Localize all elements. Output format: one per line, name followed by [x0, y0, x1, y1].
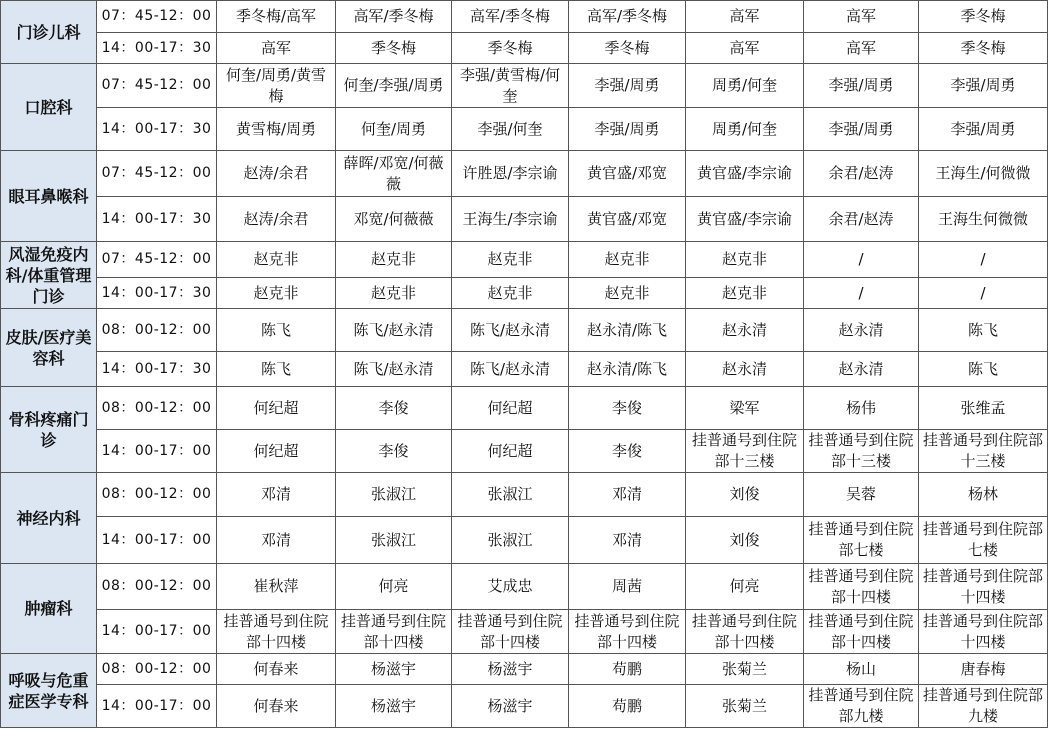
table-row [1, 242, 1048, 278]
schedule-cell: 陈飞/赵永清 [452, 309, 569, 352]
schedule-cell: 吴蓉 [804, 473, 919, 517]
table-row [1, 352, 1048, 387]
schedule-cell: 杨滋宇 [336, 654, 452, 685]
schedule-cell: 赵涛/余君 [217, 151, 336, 197]
schedule-cell: 挂普通号到住院部十四楼 [919, 610, 1048, 654]
time-slot: 14：00-17：30 [97, 352, 217, 387]
schedule-cell: 赵永清 [686, 352, 804, 387]
schedule-cell: 黄官盛/邓宽 [569, 197, 686, 242]
table-row [1, 517, 1048, 564]
department-name: 口腔科 [1, 64, 97, 151]
schedule-cell: 张淑江 [336, 517, 452, 564]
schedule-cell: 何奎/周勇/黄雪梅 [217, 64, 336, 108]
time-slot: 07：45-12：00 [97, 1, 217, 33]
schedule-cell: 杨山 [804, 654, 919, 685]
schedule-cell: 苟鹏 [569, 685, 686, 728]
table-row [1, 33, 1048, 64]
schedule-cell: 张淑江 [452, 473, 569, 517]
schedule-cell: 杨滋宇 [452, 685, 569, 728]
time-slot: 14：00-17：00 [97, 685, 217, 728]
schedule-cell: 张淑江 [452, 517, 569, 564]
schedule-cell: 邓清 [217, 473, 336, 517]
schedule-cell: 李俊 [336, 387, 452, 430]
table-row [1, 309, 1048, 352]
schedule-cell: 杨滋宇 [452, 654, 569, 685]
table-row [1, 430, 1048, 473]
schedule-cell: 挂普通号到住院部十四楼 [569, 610, 686, 654]
schedule-cell: 王海生/李宗谕 [452, 197, 569, 242]
schedule-cell: 邓清 [569, 473, 686, 517]
table-row [1, 108, 1048, 151]
time-slot: 14：00-17：00 [97, 517, 217, 564]
schedule-cell: 何纪超 [217, 430, 336, 473]
schedule-cell: 李强/周勇 [919, 108, 1048, 151]
department-name: 呼吸与危重症医学专科 [1, 654, 97, 728]
schedule-cell: 高军/季冬梅 [569, 1, 686, 33]
department-name: 眼耳鼻喉科 [1, 151, 97, 242]
department-name: 门诊儿科 [1, 1, 97, 64]
schedule-cell: 挂普通号到住院部十四楼 [452, 610, 569, 654]
schedule-cell: 挂普通号到住院部十三楼 [686, 430, 804, 473]
department-name: 神经内科 [1, 473, 97, 564]
schedule-cell: 薛晖/邓宽/何薇薇 [336, 151, 452, 197]
schedule-cell: 高军/季冬梅 [452, 1, 569, 33]
schedule-cell: 王海生/何微微 [919, 151, 1048, 197]
schedule-cell: 陈飞/赵永清 [452, 352, 569, 387]
schedule-cell: 挂普通号到住院部十三楼 [804, 430, 919, 473]
schedule-cell: 唐春梅 [919, 654, 1048, 685]
schedule-cell: 季冬梅 [919, 1, 1048, 33]
schedule-cell: 黄官盛/李宗谕 [686, 151, 804, 197]
schedule-cell: 何奎/李强/周勇 [336, 64, 452, 108]
schedule-cell: 黄官盛/李宗谕 [686, 197, 804, 242]
schedule-cell: 挂普通号到住院部九楼 [919, 685, 1048, 728]
schedule-cell: 陈飞/赵永清 [336, 309, 452, 352]
schedule-cell: 季冬梅 [452, 33, 569, 64]
schedule-cell: 季冬梅/高军 [217, 1, 336, 33]
schedule-cell: / [804, 278, 919, 309]
schedule-cell: 陈飞 [919, 352, 1048, 387]
schedule-cell: 高军 [686, 33, 804, 64]
schedule-cell: 张淑江 [336, 473, 452, 517]
schedule-cell: 李强/周勇 [804, 64, 919, 108]
schedule-cell: / [919, 242, 1048, 278]
schedule-cell: 挂普通号到住院部十四楼 [217, 610, 336, 654]
time-slot: 14：00-17：00 [97, 610, 217, 654]
schedule-cell: 刘俊 [686, 517, 804, 564]
schedule-cell: 挂普通号到住院部七楼 [804, 517, 919, 564]
schedule-cell: 季冬梅 [336, 33, 452, 64]
schedule-cell: 黄官盛/邓宽 [569, 151, 686, 197]
time-slot: 07：45-12：00 [97, 151, 217, 197]
department-name: 肿瘤科 [1, 564, 97, 654]
schedule-cell: 杨林 [919, 473, 1048, 517]
table-row [1, 564, 1048, 610]
schedule-cell: / [804, 242, 919, 278]
table-row [1, 151, 1048, 197]
schedule-cell: 赵克非 [452, 242, 569, 278]
schedule-cell: 何纪超 [452, 387, 569, 430]
schedule-cell: 赵克非 [569, 278, 686, 309]
schedule-cell: 张菊兰 [686, 654, 804, 685]
schedule-cell: 苟鹏 [569, 654, 686, 685]
schedule-cell: 赵克非 [686, 278, 804, 309]
schedule-cell: 何亮 [336, 564, 452, 610]
schedule-cell: 梁军 [686, 387, 804, 430]
schedule-cell: 赵克非 [452, 278, 569, 309]
schedule-cell: 高军 [804, 33, 919, 64]
schedule-cell: 挂普通号到住院部九楼 [804, 685, 919, 728]
table-row [1, 1, 1048, 33]
schedule-cell: 黄雪梅/周勇 [217, 108, 336, 151]
schedule-cell: 挂普通号到住院部十四楼 [804, 610, 919, 654]
schedule-cell: 挂普通号到住院部七楼 [919, 517, 1048, 564]
table-row [1, 278, 1048, 309]
schedule-cell: 许胜恩/李宗谕 [452, 151, 569, 197]
schedule-cell: 邓清 [217, 517, 336, 564]
table-row [1, 64, 1048, 108]
schedule-cell: 李强/周勇 [569, 64, 686, 108]
schedule-cell: 季冬梅 [569, 33, 686, 64]
schedule-cell: / [919, 278, 1048, 309]
schedule-cell: 刘俊 [686, 473, 804, 517]
schedule-cell: 杨滋宇 [336, 685, 452, 728]
table-row [1, 685, 1048, 728]
schedule-cell: 赵克非 [217, 278, 336, 309]
table-row [1, 387, 1048, 430]
schedule-cell: 挂普通号到住院部十四楼 [804, 564, 919, 610]
schedule-cell: 杨伟 [804, 387, 919, 430]
schedule-cell: 赵克非 [686, 242, 804, 278]
schedule-cell: 陈飞 [217, 352, 336, 387]
schedule-cell: 季冬梅 [919, 33, 1048, 64]
schedule-cell: 李俊 [569, 430, 686, 473]
schedule-cell: 赵永清 [804, 309, 919, 352]
schedule-cell: 挂普通号到住院部十三楼 [919, 430, 1048, 473]
schedule-cell: 李俊 [336, 430, 452, 473]
time-slot: 14：00-17：30 [97, 108, 217, 151]
schedule-cell: 何春来 [217, 685, 336, 728]
schedule-cell: 赵涛/余君 [217, 197, 336, 242]
schedule-cell: 高军 [804, 1, 919, 33]
schedule-cell: 李强/周勇 [804, 108, 919, 151]
time-slot: 14：00-17：30 [97, 33, 217, 64]
schedule-cell: 周勇/何奎 [686, 108, 804, 151]
time-slot: 08：00-12：00 [97, 387, 217, 430]
schedule-cell: 赵永清 [686, 309, 804, 352]
schedule-cell: 周茜 [569, 564, 686, 610]
schedule-cell: 高军 [686, 1, 804, 33]
schedule-cell: 王海生何微微 [919, 197, 1048, 242]
schedule-cell: 张菊兰 [686, 685, 804, 728]
schedule-cell: 陈飞 [919, 309, 1048, 352]
time-slot: 07：45-12：00 [97, 64, 217, 108]
schedule-cell: 挂普通号到住院部十四楼 [686, 610, 804, 654]
schedule-cell: 挂普通号到住院部十四楼 [919, 564, 1048, 610]
schedule-cell: 何纪超 [452, 430, 569, 473]
schedule-cell: 何亮 [686, 564, 804, 610]
schedule-cell: 陈飞/赵永清 [336, 352, 452, 387]
schedule-body [1, 1, 1048, 728]
schedule-cell: 李强/何奎 [452, 108, 569, 151]
time-slot: 07：45-12：00 [97, 242, 217, 278]
table-row [1, 473, 1048, 517]
time-slot: 14：00-17：30 [97, 197, 217, 242]
time-slot: 14：00-17：30 [97, 278, 217, 309]
time-slot: 08：00-12：00 [97, 309, 217, 352]
table-row [1, 610, 1048, 654]
schedule-cell: 李强/周勇 [569, 108, 686, 151]
schedule-cell: 艾成忠 [452, 564, 569, 610]
schedule-cell: 赵永清/陈飞 [569, 352, 686, 387]
table-row [1, 197, 1048, 242]
schedule-cell: 张维孟 [919, 387, 1048, 430]
schedule-cell: 崔秋萍 [217, 564, 336, 610]
schedule-cell: 挂普通号到住院部十四楼 [336, 610, 452, 654]
schedule-cell: 余君/赵涛 [804, 197, 919, 242]
schedule-cell: 何奎/周勇 [336, 108, 452, 151]
schedule-cell: 李强/周勇 [919, 64, 1048, 108]
time-slot: 08：00-12：00 [97, 654, 217, 685]
time-slot: 08：00-12：00 [97, 564, 217, 610]
schedule-cell: 赵克非 [336, 242, 452, 278]
schedule-cell: 高军 [217, 33, 336, 64]
schedule-cell: 高军/季冬梅 [336, 1, 452, 33]
time-slot: 14：00-17：00 [97, 430, 217, 473]
schedule-cell: 何春来 [217, 654, 336, 685]
schedule-cell: 赵永清 [804, 352, 919, 387]
department-name: 骨科疼痛门诊 [1, 387, 97, 473]
schedule-cell: 李俊 [569, 387, 686, 430]
schedule-cell: 赵克非 [336, 278, 452, 309]
schedule-cell: 邓清 [569, 517, 686, 564]
schedule-cell: 陈飞 [217, 309, 336, 352]
schedule-cell: 赵克非 [217, 242, 336, 278]
schedule-cell: 周勇/何奎 [686, 64, 804, 108]
schedule-cell: 赵永清/陈飞 [569, 309, 686, 352]
time-slot: 08：00-12：00 [97, 473, 217, 517]
schedule-cell: 邓宽/何薇薇 [336, 197, 452, 242]
schedule-cell: 赵克非 [569, 242, 686, 278]
department-name: 风湿免疫内科/体重管理门诊 [1, 242, 97, 309]
schedule-cell: 何纪超 [217, 387, 336, 430]
table-row [1, 654, 1048, 685]
department-name: 皮肤/医疗美容科 [1, 309, 97, 387]
schedule-cell: 余君/赵涛 [804, 151, 919, 197]
schedule-cell: 李强/黄雪梅/何奎 [452, 64, 569, 108]
